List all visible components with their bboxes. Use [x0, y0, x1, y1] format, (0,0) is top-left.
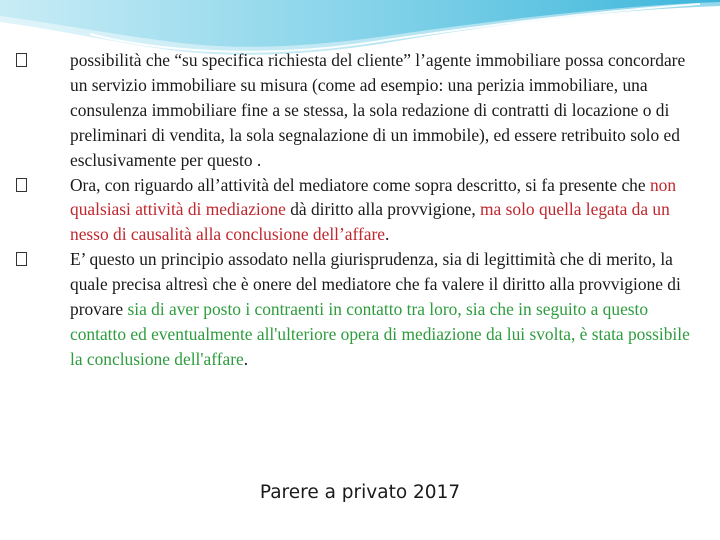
bullet-1-text: possibilità che “su specifica richiesta del cliente” l’agente immobiliare possa concordare un servizio immobiliare su misura (come ad esempio: una perizia immobiliare, una consulenza immobiliare fine a se stessa, la sola redazione di contratti di locazione o di preliminari di vendita, la sola segnalazione di un immobile), ed essere retribuito solo ed esclusivamente per questo . — [70, 50, 686, 170]
square-bullet-icon — [16, 53, 27, 67]
slide-body — [16, 48, 692, 372]
bullet-3-text-after: . — [243, 348, 249, 369]
bullet-1 — [16, 48, 692, 173]
square-bullet-icon — [16, 252, 27, 266]
bullet-2-highlight-2: ma solo quella legata da un nesso di causalità alla conclusione dell’affare — [70, 199, 670, 245]
bullet-2-text-before: Ora, con riguardo all’attività del mediatore come sopra descritto, si fa presente che — [70, 174, 650, 195]
square-bullet-icon — [16, 178, 27, 192]
bullet-2-text-after: . — [385, 224, 390, 245]
bullet-3-text-before: E’ questo un principio assodato nella giurisprudenza, sia di legittimità che di merito, la quale precisa altresì che è onere del mediatore che fa valere il diritto alla provvigione di provare — [70, 249, 681, 320]
bullet-2 — [16, 173, 692, 248]
bullet-3-highlight: sia di aver posto i contraenti in contatto tra loro, sia che in seguito a questo contatto ed eventualmente all'ulteriore opera di mediazione da lui svolta, è stata possibile la conclusione dell'affare — [70, 299, 690, 369]
bullet-2-highlight-1: non qualsiasi attività di mediazione — [70, 174, 677, 220]
footer-caption: Parere a privato 2017 — [259, 482, 461, 503]
bullet-2-text-middle: dà diritto alla provvigione, — [285, 199, 481, 220]
bullet-3 — [16, 247, 692, 372]
